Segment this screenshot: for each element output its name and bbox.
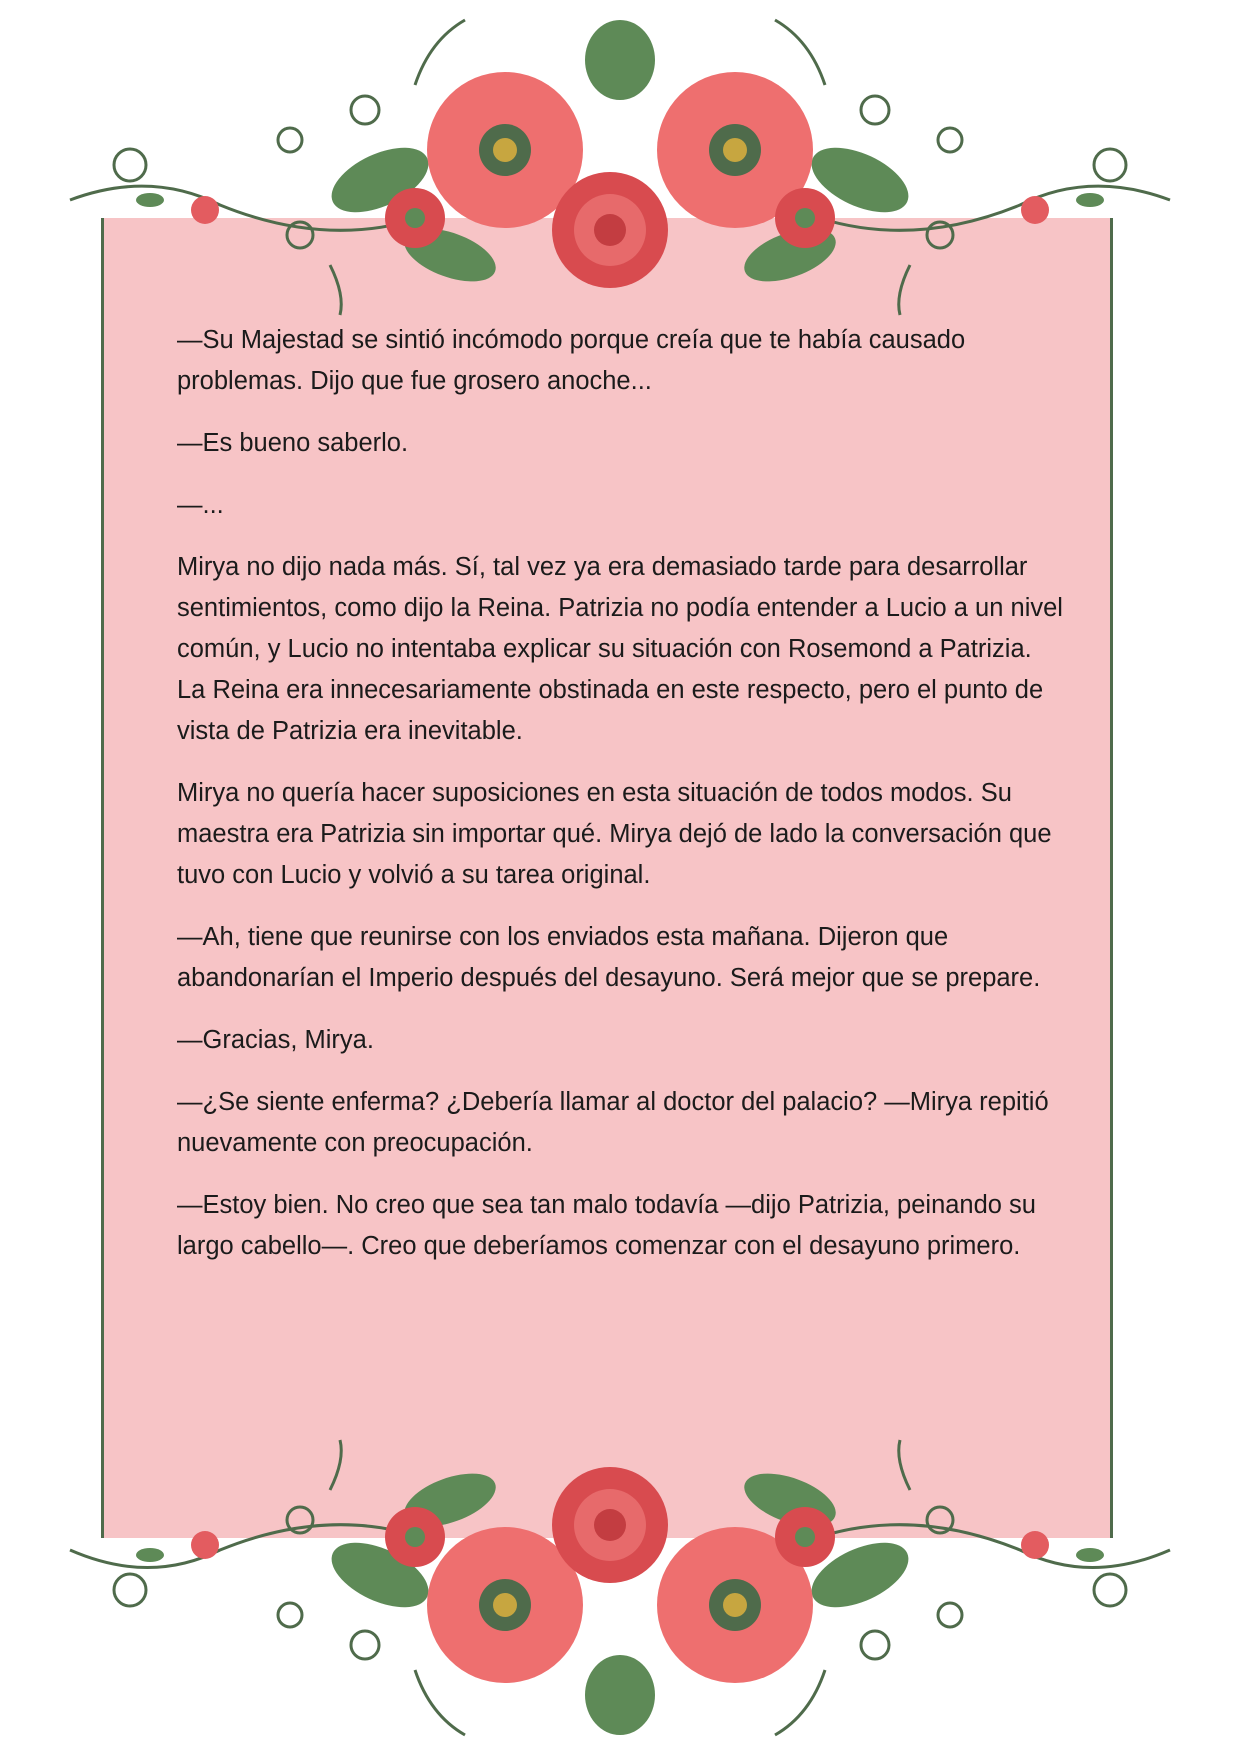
paragraph: —Es bueno saberlo. <box>177 429 409 457</box>
paragraph: —Gracias, Mirya. <box>177 1026 374 1054</box>
floral-ornament-top <box>0 0 1240 330</box>
paragraph: Mirya no quería hacer suposiciones en esta situación de todos modos. Su maestra era Patrizia sin importar qué. Mirya dejó de lado la conversación que tuvo con Lucio y volvió a su tarea original. <box>177 779 1052 889</box>
document-text <box>177 320 1067 1288</box>
paragraph: Mirya no dijo nada más. Sí, tal vez ya era demasiado tarde para desarrollar sentimientos, como dijo la Reina. Patrizia no podía entender a Lucio a un nivel común, y Lucio no intentaba explicar su situación con Rosemond a Patrizia. La Reina era innecesariamente obstinada en este respecto, pero el punto de vista de Patrizia era inevitable. <box>177 553 1063 745</box>
paragraph: —¿Se siente enferma? ¿Debería llamar al doctor del palacio? —Mirya repitió nuevamente con preocupación. <box>177 1088 1049 1157</box>
paragraph: —... <box>177 491 224 519</box>
floral-ornament-bottom <box>0 1410 1240 1754</box>
paragraph: —Ah, tiene que reunirse con los enviados esta mañana. Dijeron que abandonarían el Imperio después del desayuno. Será mejor que se prepare. <box>177 923 1041 992</box>
paragraph: —Estoy bien. No creo que sea tan malo todavía —dijo Patrizia, peinando su largo cabello—. Creo que deberíamos comenzar con el desayuno primero. <box>177 1191 1036 1260</box>
paragraph: —Su Majestad se sintió incómodo porque creía que te había causado problemas. Dijo que fue grosero anoche... <box>177 326 966 395</box>
